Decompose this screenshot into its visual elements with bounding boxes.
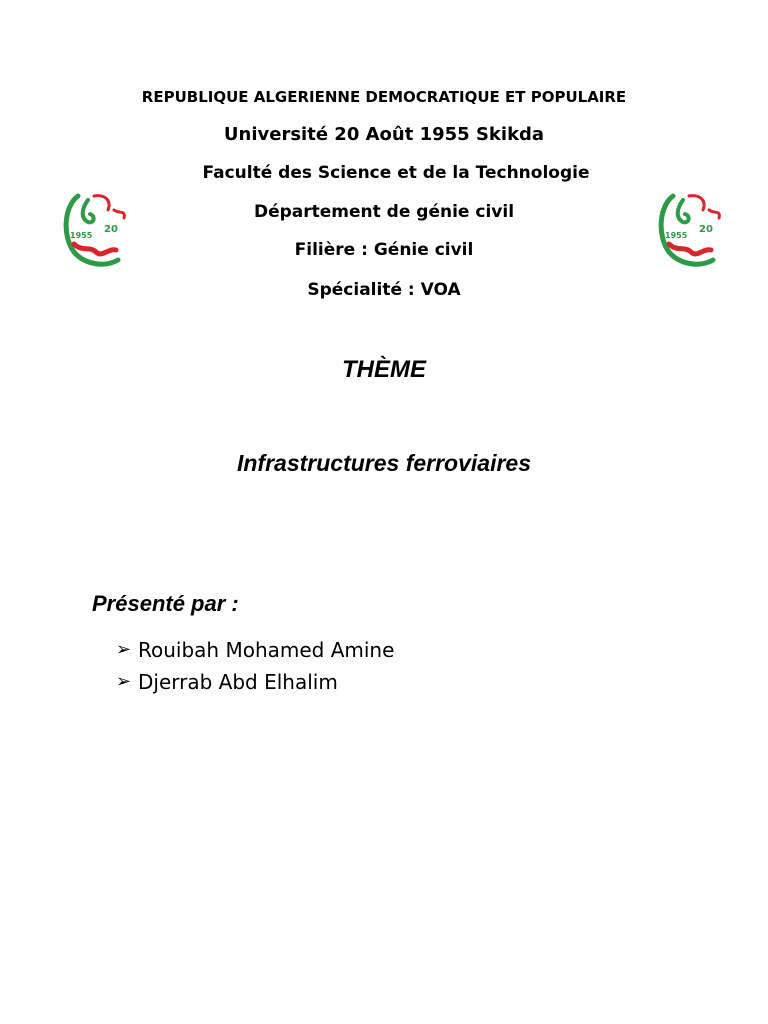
field-name: Filière : Génie civil bbox=[294, 240, 474, 260]
specialty-name: Spécialité : VOA bbox=[307, 280, 461, 300]
faculty-name: Faculté des Science et de la Technologie bbox=[202, 163, 590, 183]
department-name: Département de génie civil bbox=[253, 202, 515, 222]
svg-text:20: 20 bbox=[104, 224, 118, 235]
presenter-name: Djerrab Abd Elhalim bbox=[138, 670, 338, 694]
presenter-list bbox=[116, 634, 394, 698]
theme-label: THÈME bbox=[342, 356, 426, 383]
presented-by-heading: Présenté par : bbox=[92, 591, 239, 616]
list-item bbox=[116, 634, 394, 666]
svg-text:1955: 1955 bbox=[665, 231, 688, 240]
university-logo-right bbox=[655, 188, 731, 268]
university-name: Université 20 Août 1955 Skikda bbox=[223, 124, 545, 145]
university-logo-left bbox=[60, 188, 136, 268]
thesis-title: Infrastructures ferroviaires bbox=[236, 450, 531, 476]
svg-text:20: 20 bbox=[699, 224, 713, 235]
arrow-bullet-icon: ➢ bbox=[116, 671, 132, 692]
list-item bbox=[116, 666, 394, 698]
country-name: REPUBLIQUE ALGERIENNE DEMOCRATIQUE ET POPULAIRE bbox=[141, 88, 627, 106]
arrow-bullet-icon: ➢ bbox=[116, 639, 132, 660]
presenter-name: Rouibah Mohamed Amine bbox=[138, 638, 395, 662]
svg-text:1955: 1955 bbox=[70, 231, 93, 240]
